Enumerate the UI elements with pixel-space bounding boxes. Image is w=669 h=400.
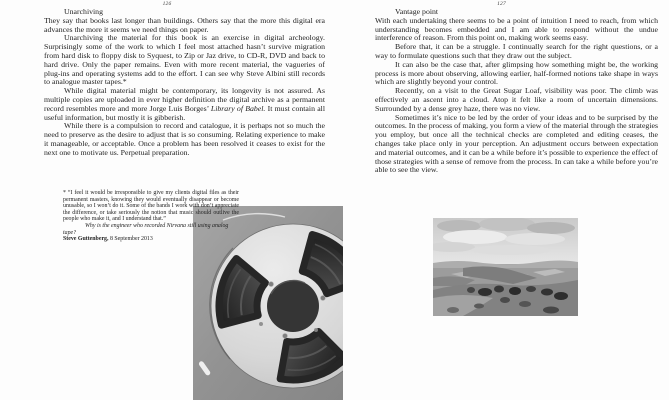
footnote-article-title: Why is the engineer who recorded Nirvana still using analog tape? [63,222,229,236]
footnote-date: 8 September 2013 [108,236,153,243]
paragraph: Sometimes it’s nice to be led by the order of your ideas and to be surprised by the outcomes. In the process of making, you form a view of the material through the strategies you employ, but once all the technical checks are completed and editing ceases, the changes take place only in your perception. An adjustment occurs between expectation and material outcomes, and it can be a while before it’s possible to experience the effect of those strategies with a sense of remove from the process. In can take a while before you’re able to see the view. [375,112,658,175]
paragraph: While there is a compulsion to record and catalogue, it is perhaps not so much the need to preserve as the desire to adjust that is so consuming. Relating experience to make it manageable, or acceptable. Once a problem has been resolved it ceases to exist for the next one to motivate us. Perpetual preparation. [44,121,325,157]
right-page-text-column [375,8,658,175]
left-page-number: 126 [162,1,172,7]
paragraph: Unarchiving the material for this book is an exercise in digital archeology. Surprisingly some of the work to which I feel most attached hasn’t survive migration from hard disk to floppy disk to Syquest, to Zip or Jaz drive, to CD-R, DVD and back to hard drive. Only the paper remains. Even with more recent material, the vagueries of plug-ins and operating systems add to the effort. I can see why Steve Albini still records to analogue master tapes.* [44,33,325,87]
footnote-quote: * “I feel it would be irresponsible to give my clients digital files as their permanent masters, knowing they would eventually disappear or become unusable, so I won’t do it. Some of the bands I work with don’t appreciate the difference, or take seriously the notion that music should outlive the people who make it, and I understand that.” [63,190,239,223]
left-page-text-column [44,8,325,158]
paragraph: Recently, on a visit to the Great Sugar Loaf, visibility was poor. The climb was effectively an ascent into a cloud. Atop it felt like a room of uncertain dimensions. Surrounded by a dense grey haze, there was no view. [375,86,658,113]
footnote [63,190,239,243]
paragraph [44,87,325,122]
paragraph: It can also be the case that, after glimpsing how something might be, the working process is more about observing, allowing earlier, half-formed notions take shape in ways which are slightly beyond your control. [375,59,658,87]
right-page-title: Vantage point [395,7,439,16]
left-page-title: Unarchiving [64,7,103,16]
landscape-photo [433,218,578,316]
paragraph: With each undertaking there seems to be a point of intuition I need to reach, from which understanding becomes embedded and I am able to respond without the undue interference of reason. From this point on, making work seems easy. [375,15,658,43]
footnote-attribution [63,236,239,243]
paragraph: They say that books last longer than buildings. Others say that the more this digital era advances the more it seems we need things on paper. [44,15,325,34]
paragraph: Before that, it can be a struggle. I continually search for the right questions, or a way to formulate questions such that they draw out the subject. [375,42,658,60]
paragraph-text: It must contain all useful information, but mostly it is gibberish. [44,103,325,122]
footnote-author: Steve Guttenberg, [63,236,109,243]
paragraph-text: While digital material might be contemporary, its longevity is not assured. As multiple copies are uploaded in ever higher definition the digital archive as a permanent record resembles more and more Jorge Luis Borges’ [44,86,325,113]
book-title-italic: Library of Babel. [210,103,266,113]
right-page-number: 127 [497,1,506,7]
